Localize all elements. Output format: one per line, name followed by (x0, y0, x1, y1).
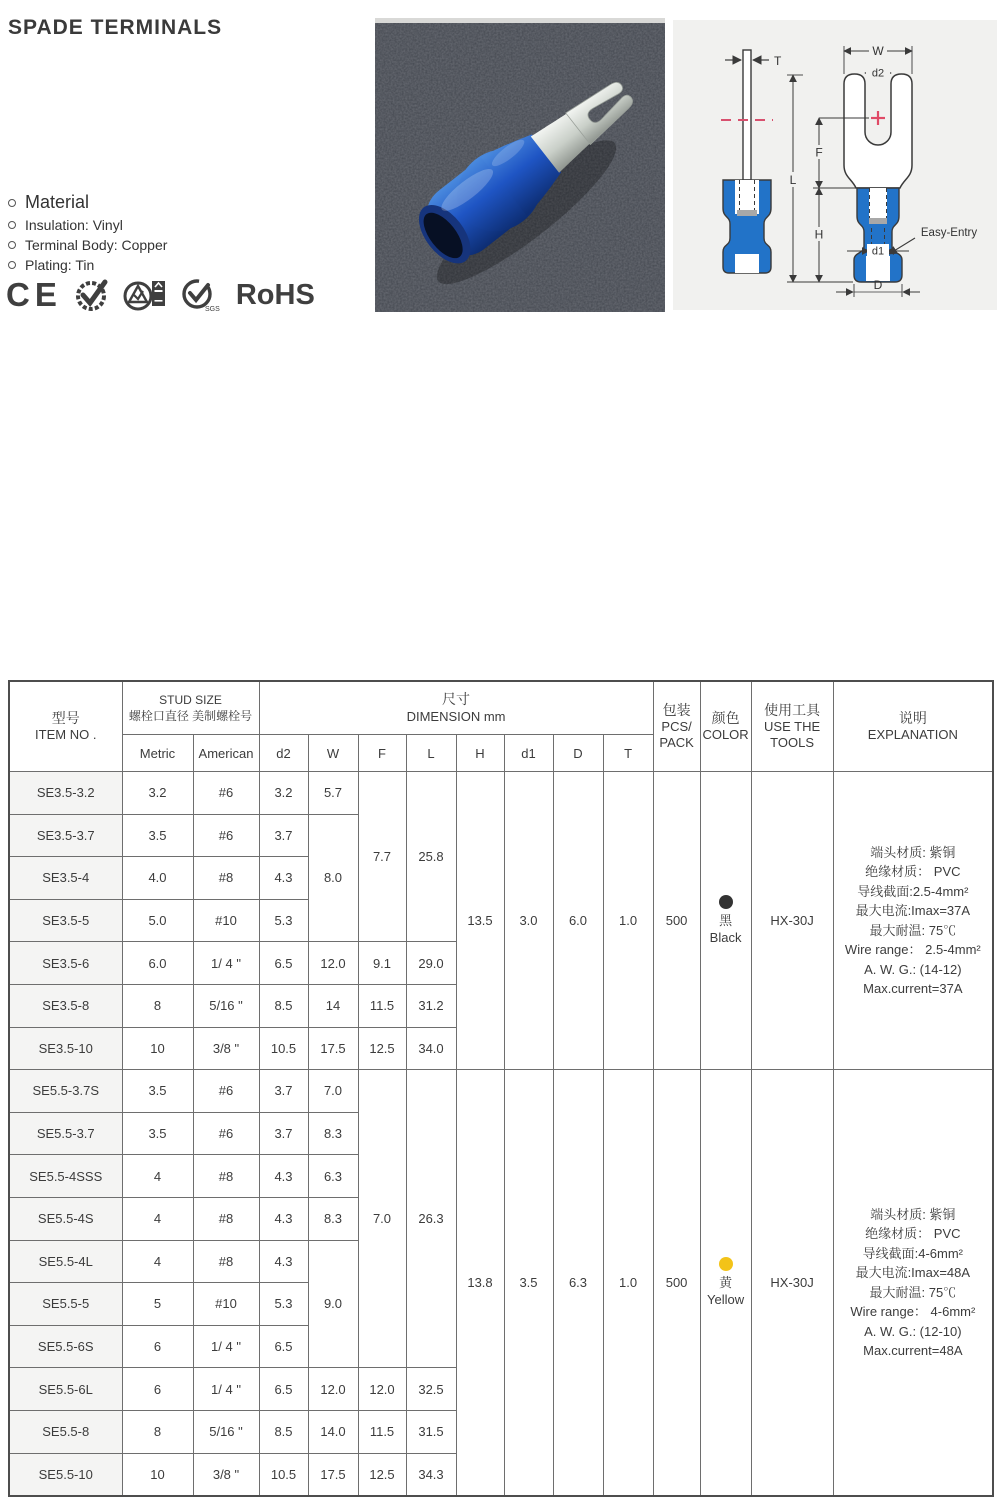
item-no: SE3.5-3.2 (9, 772, 122, 815)
spec-cell: 7.7 (358, 772, 406, 942)
spec-cell: #6 (193, 772, 259, 815)
spec-cell: 500 (653, 772, 700, 1070)
spec-cell: 14 (308, 984, 358, 1027)
spec-cell: 3.5 (122, 1112, 193, 1155)
page-title: SPADE TERMINALS (8, 16, 223, 39)
spec-cell: 5.3 (259, 1283, 308, 1326)
spec-cell: 3.5 (122, 814, 193, 857)
spec-cell: 1.0 (603, 1070, 653, 1496)
spec-cell: 13.5 (456, 772, 504, 1070)
certification-logos (6, 274, 315, 316)
top-section (0, 0, 1000, 340)
item-no: SE5.5-10 (9, 1453, 122, 1496)
spec-cell: 31.2 (406, 984, 456, 1027)
spec-cell: 500 (653, 1070, 700, 1496)
spec-cell: 4.3 (259, 1240, 308, 1283)
explanation-cell: 端头材质: 紫铜 绝缘材质： PVC 导线截面:4-6mm² 最大电流:Imax=48A 最大耐温: 75℃ Wire range： 4-6mm² A. W. G.: (12-10) Max.current=48A (833, 1070, 993, 1496)
bullet-icon (8, 261, 16, 269)
spec-cell: 5.0 (122, 899, 193, 942)
header-american: American (193, 735, 259, 772)
header-metric: Metric (122, 735, 193, 772)
spec-cell: 5.7 (308, 772, 358, 815)
material-item: Plating: Tin (25, 257, 95, 273)
spec-cell: #6 (193, 1112, 259, 1155)
spec-table (8, 680, 994, 1497)
spec-cell: #10 (193, 899, 259, 942)
spec-cell: 3/8 " (193, 1027, 259, 1070)
spec-cell: 11.5 (358, 984, 406, 1027)
header-dimension: 尺寸 DIMENSION mm (259, 681, 653, 735)
easy-entry-arrow (889, 238, 915, 254)
header-stud-size: STUD SIZE 螺栓口直径 美制螺栓号 (122, 681, 259, 735)
spec-cell: 10.5 (259, 1453, 308, 1496)
sgs-badge-icon (179, 275, 221, 315)
material-item-row (8, 237, 167, 253)
spec-cell: 9.1 (358, 942, 406, 985)
tool-cell: HX-30J (751, 772, 833, 1070)
spec-cell: 4.3 (259, 857, 308, 900)
spec-table-header (9, 681, 993, 772)
spec-cell: 5/16 " (193, 1410, 259, 1453)
spec-cell: 8.3 (308, 1112, 358, 1155)
compliance-check-badge-icon (73, 275, 111, 315)
header-color: 颜色 COLOR (700, 681, 751, 772)
spec-cell: 12.0 (308, 942, 358, 985)
item-no: SE5.5-3.7 (9, 1112, 122, 1155)
spec-cell: 3.7 (259, 814, 308, 857)
spec-cell: 10 (122, 1453, 193, 1496)
header-item-no: 型号 ITEM NO . (9, 681, 122, 772)
dim-label-d2: d2 (871, 67, 885, 80)
spec-cell: 3.5 (504, 1070, 553, 1496)
iso-ukas-badge-icon (122, 275, 168, 315)
spec-cell: 34.3 (406, 1453, 456, 1496)
explanation-cell: 端头材质: 紫铜 绝缘材质： PVC 导线截面:2.5-4mm² 最大电流:Imax=37A 最大耐温: 75℃ Wire range： 2.5-4mm² A. W. G.: (14-12) Max.current=37A (833, 772, 993, 1070)
bullet-icon (8, 241, 16, 249)
spec-cell: 6.3 (553, 1070, 603, 1496)
item-no: SE5.5-4SSS (9, 1155, 122, 1198)
spec-cell: 1/ 4 " (193, 942, 259, 985)
header-dim-h: H (456, 735, 504, 772)
spec-cell: 4 (122, 1155, 193, 1198)
spec-cell: 13.8 (456, 1070, 504, 1496)
spec-cell: 3.2 (259, 772, 308, 815)
spec-cell: 8.3 (308, 1197, 358, 1240)
spec-cell: 6.5 (259, 1368, 308, 1411)
spec-cell: #6 (193, 1070, 259, 1113)
spec-cell: 6.3 (308, 1155, 358, 1198)
stud-cross (871, 111, 885, 125)
spec-cell: 12.0 (358, 1368, 406, 1411)
dim-label-t: T (774, 54, 782, 68)
spec-cell: 3.5 (122, 1070, 193, 1113)
spec-cell: 5.3 (259, 899, 308, 942)
bullet-icon (8, 199, 16, 207)
item-no: SE5.5-6L (9, 1368, 122, 1411)
spec-cell: 12.5 (358, 1453, 406, 1496)
spec-cell: #8 (193, 1240, 259, 1283)
spec-cell: 8.5 (259, 1410, 308, 1453)
spec-cell: 11.5 (358, 1410, 406, 1453)
spec-cell: 8 (122, 1410, 193, 1453)
item-no: SE5.5-3.7S (9, 1070, 122, 1113)
spec-cell: 32.5 (406, 1368, 456, 1411)
material-heading: Material (25, 192, 90, 212)
header-explanation: 说明 EXPLANATION (833, 681, 993, 772)
header-dim-d1: d1 (504, 735, 553, 772)
item-no: SE3.5-5 (9, 899, 122, 942)
dim-label-d: D (873, 278, 883, 292)
spec-cell: 6.0 (122, 942, 193, 985)
material-item: Terminal Body: Copper (25, 237, 168, 253)
product-photo (375, 18, 665, 312)
spec-cell: 29.0 (406, 942, 456, 985)
item-no: SE3.5-6 (9, 942, 122, 985)
dimension-diagram (673, 20, 997, 310)
spec-cell: 31.5 (406, 1410, 456, 1453)
spec-cell: 1/ 4 " (193, 1368, 259, 1411)
spec-cell: 3.7 (259, 1070, 308, 1113)
spec-cell: 10.5 (259, 1027, 308, 1070)
sgs-label: SGS (204, 306, 220, 313)
spec-cell: 7.0 (308, 1070, 358, 1113)
rohs-label: RoHS (235, 278, 315, 311)
spec-cell: 8.5 (259, 984, 308, 1027)
item-no: SE5.5-5 (9, 1283, 122, 1326)
item-no: SE3.5-8 (9, 984, 122, 1027)
dim-label-f: F (815, 145, 823, 160)
spec-cell: 6.0 (553, 772, 603, 1070)
header-dim-d: D (553, 735, 603, 772)
tongue-side (743, 50, 751, 180)
spec-cell: 6.5 (259, 942, 308, 985)
front-view (787, 46, 920, 297)
item-no: SE5.5-4S (9, 1197, 122, 1240)
spec-cell: 12.5 (358, 1027, 406, 1070)
spec-cell: 5 (122, 1283, 193, 1326)
spec-cell: 26.3 (406, 1070, 456, 1368)
item-no: SE5.5-6S (9, 1325, 122, 1368)
spec-cell: 6 (122, 1325, 193, 1368)
spec-cell: 4 (122, 1197, 193, 1240)
spec-cell: 8.0 (308, 814, 358, 942)
color-dot (719, 1257, 733, 1271)
material-item-row (8, 257, 167, 273)
spec-cell: 8 (122, 984, 193, 1027)
header-tools: 使用工具 USE THE TOOLS (751, 681, 833, 772)
header-dim-t: T (603, 735, 653, 772)
material-list (8, 192, 167, 277)
spec-cell: 5/16 " (193, 984, 259, 1027)
spec-cell: 6.5 (259, 1325, 308, 1368)
bullet-icon (8, 221, 16, 229)
spec-cell: 3.0 (504, 772, 553, 1070)
header-pack: 包装 PCS/ PACK (653, 681, 700, 772)
header-dim-l: L (406, 735, 456, 772)
header-dim-w: W (308, 735, 358, 772)
item-no: SE3.5-10 (9, 1027, 122, 1070)
spec-table-body (9, 772, 993, 1497)
spec-cell: #8 (193, 1155, 259, 1198)
dim-label-h: H (814, 227, 824, 242)
material-item-row (8, 217, 167, 233)
spec-cell: 25.8 (406, 772, 456, 942)
spec-cell: 10 (122, 1027, 193, 1070)
item-no: SE3.5-4 (9, 857, 122, 900)
item-no: SE3.5-3.7 (9, 814, 122, 857)
header-dim-f: F (358, 735, 406, 772)
spec-cell: 9.0 (308, 1240, 358, 1368)
spec-cell: 34.0 (406, 1027, 456, 1070)
spec-row (9, 1070, 993, 1113)
color-cell: 黑 Black (700, 772, 751, 1070)
spec-cell: 12.0 (308, 1368, 358, 1411)
spec-row (9, 772, 993, 815)
fork-front (844, 74, 912, 188)
spec-cell: 6 (122, 1368, 193, 1411)
item-no: SE5.5-4L (9, 1240, 122, 1283)
dim-label-l: L (789, 173, 797, 187)
spec-cell: 17.5 (308, 1453, 358, 1496)
spec-cell: #8 (193, 1197, 259, 1240)
spec-cell: #8 (193, 857, 259, 900)
item-no: SE5.5-8 (9, 1410, 122, 1453)
spec-cell: 17.5 (308, 1027, 358, 1070)
dim-label-w: W (872, 44, 884, 58)
spec-cell: #10 (193, 1283, 259, 1326)
spec-cell: 3.2 (122, 772, 193, 815)
spec-cell: 4 (122, 1240, 193, 1283)
spec-cell: 4.3 (259, 1155, 308, 1198)
easy-entry-label: Easy-Entry (920, 227, 978, 239)
side-view (721, 50, 773, 273)
spec-cell: 4.0 (122, 857, 193, 900)
color-dot (719, 895, 733, 909)
material-item: Insulation: Vinyl (25, 217, 123, 233)
dim-label-d1: d1 (871, 245, 885, 258)
spec-cell: 14.0 (308, 1410, 358, 1453)
spec-cell: 4.3 (259, 1197, 308, 1240)
header-dim-d2: d2 (259, 735, 308, 772)
ce-mark-icon: CE (6, 276, 62, 313)
tool-cell: HX-30J (751, 1070, 833, 1496)
spec-cell: 7.0 (358, 1070, 406, 1368)
color-cell: 黄 Yellow (700, 1070, 751, 1496)
spec-cell: #6 (193, 814, 259, 857)
material-heading-row (8, 192, 167, 213)
spec-cell: 3.7 (259, 1112, 308, 1155)
spec-cell: 1/ 4 " (193, 1325, 259, 1368)
spec-cell: 1.0 (603, 772, 653, 1070)
spec-cell: 3/8 " (193, 1453, 259, 1496)
